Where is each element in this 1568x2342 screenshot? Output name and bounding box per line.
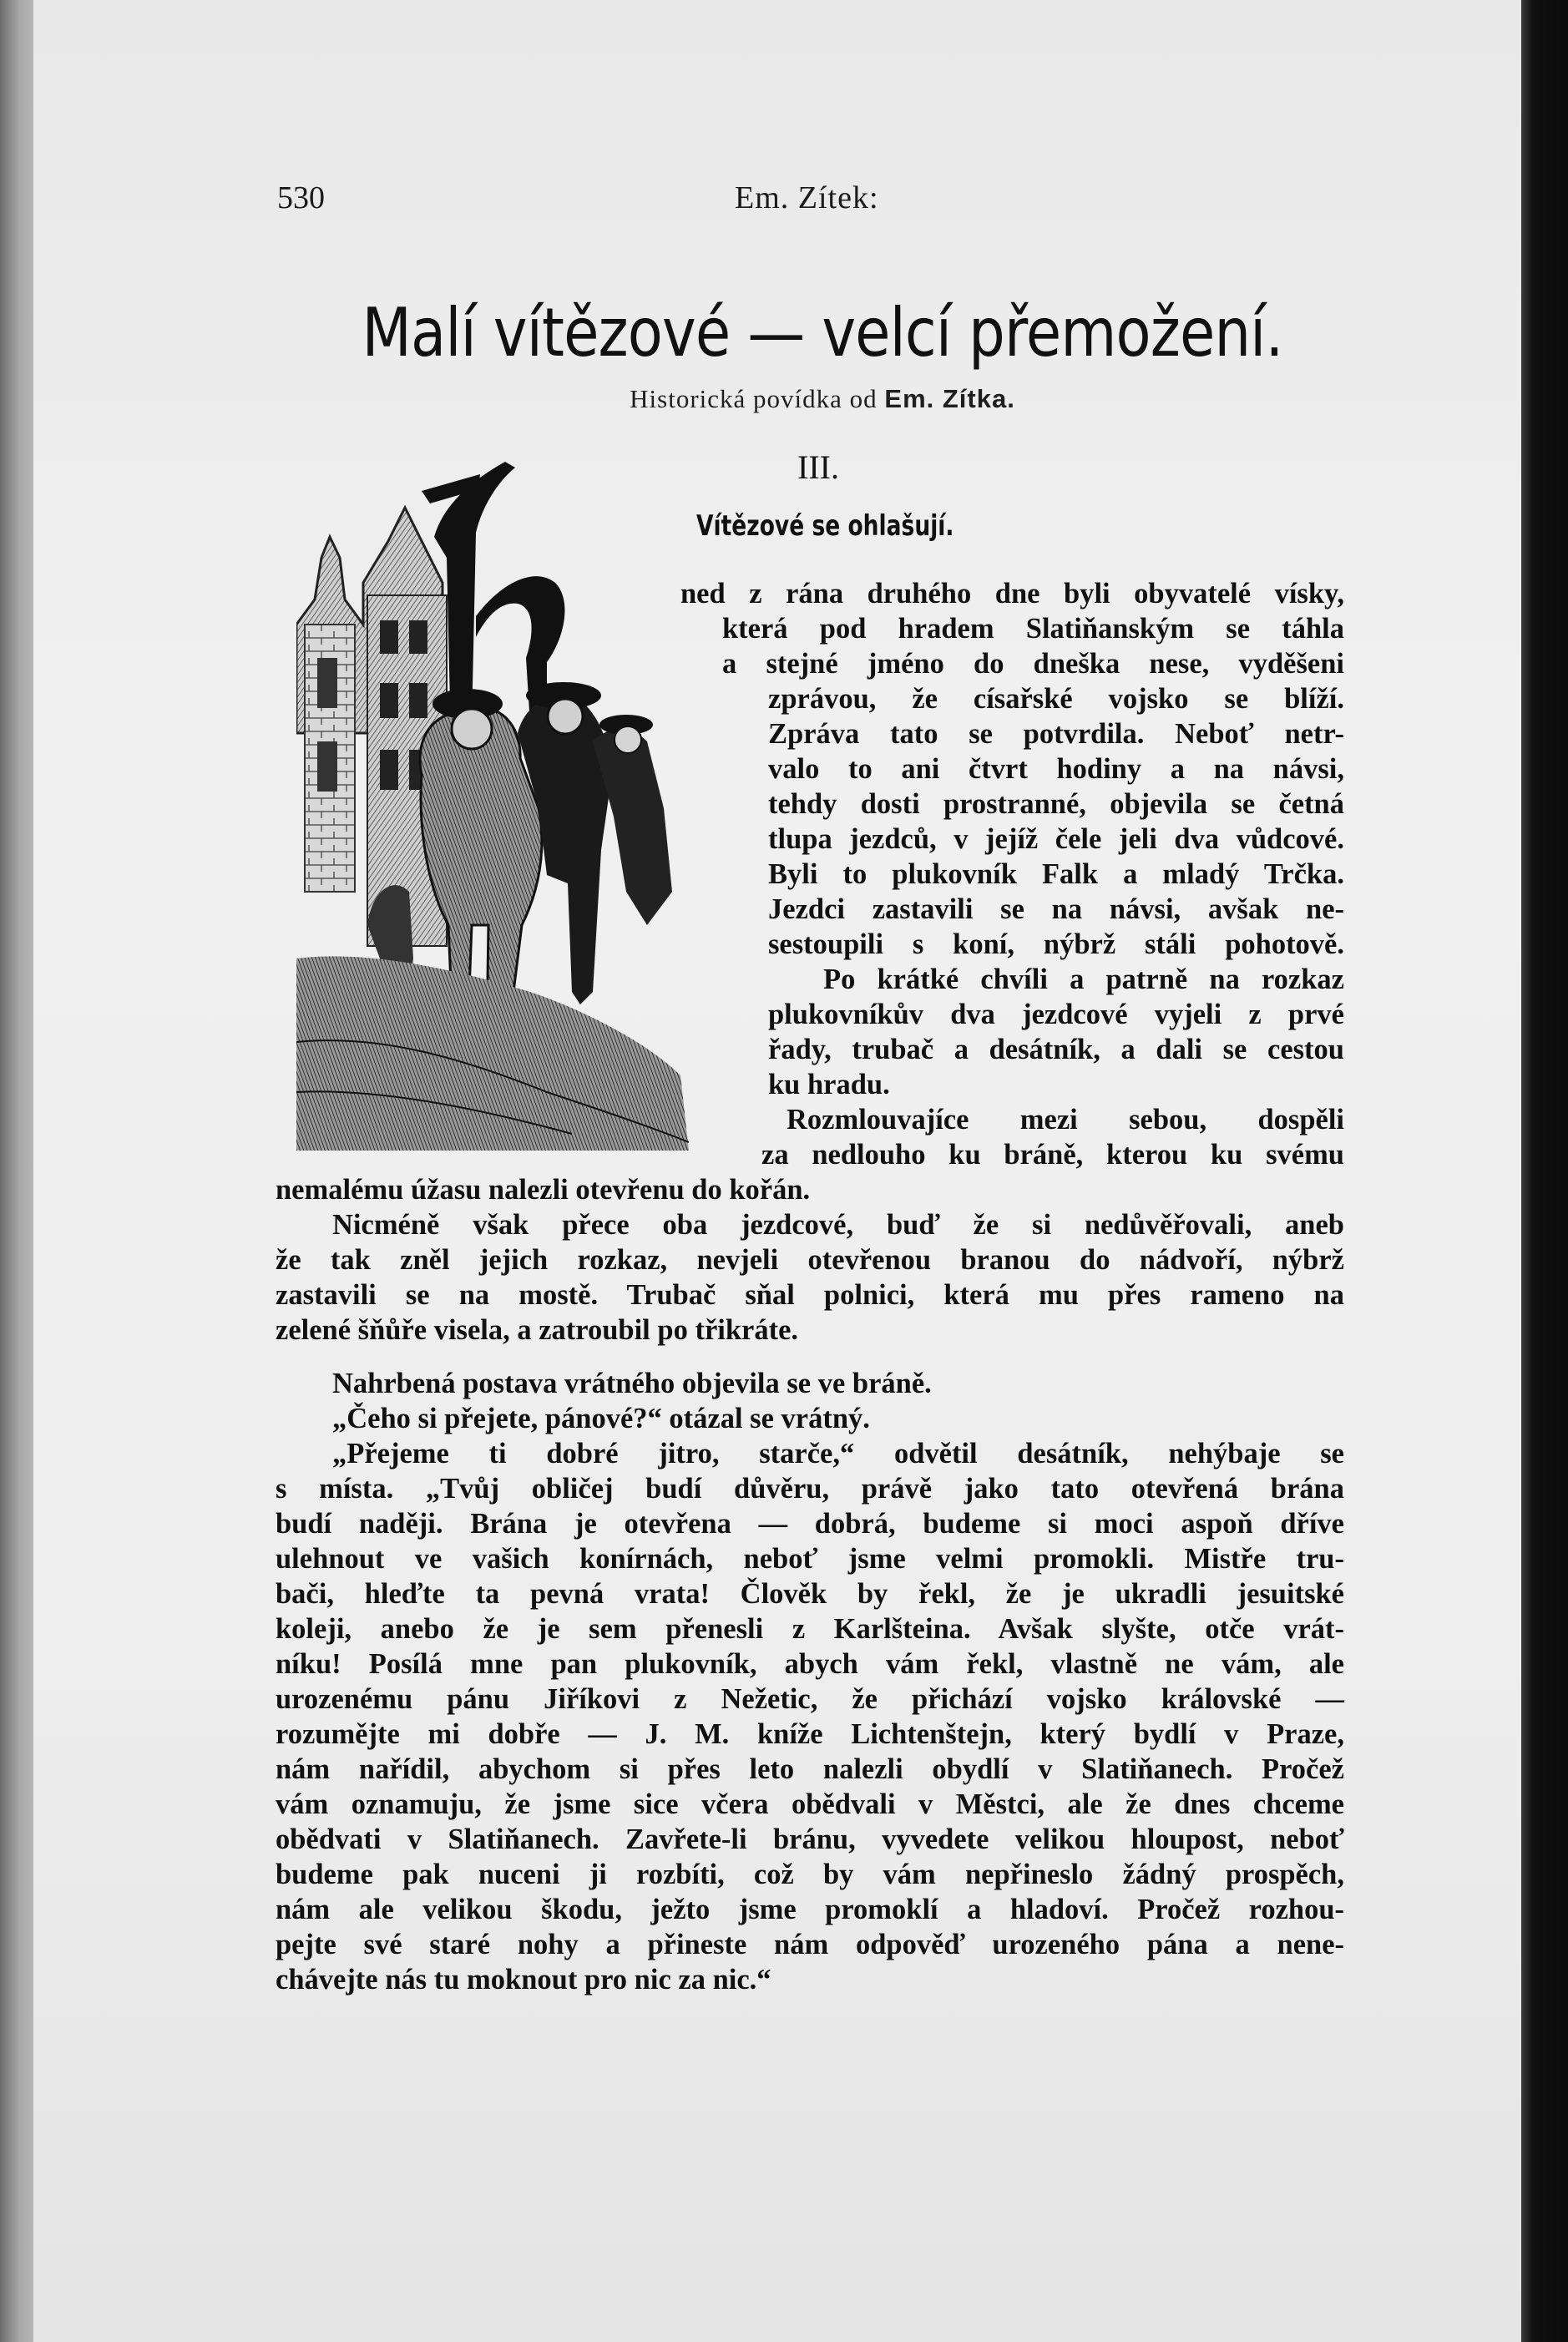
- text-line: Nahrbená postava vrátného objevila se ve bráně.: [332, 1368, 932, 1399]
- text-line: „Přejeme ti dobré jitro, starče,“ odvětil desátník, nehýbaje se: [332, 1438, 1344, 1469]
- text-line: valo to ani čtvrt hodiny a na návsi,: [768, 753, 1344, 785]
- text-line: obědvati v Slatiňanech. Zavřete-li bránu, vyvedete velikou hloupost, neboť: [276, 1824, 1344, 1855]
- text-line: bači, hleďte ta pevná vrata! Člověk by řekl, že je ukradli jesuitské: [276, 1578, 1344, 1610]
- text-line: koleji, anebo že je sem přenesli z Karlšteina. Avšak slyšte, otče vrát-: [276, 1613, 1344, 1645]
- text-line: Zpráva tato se potvrdila. Neboť netr-: [768, 718, 1344, 750]
- text-line: ku hradu.: [768, 1069, 890, 1100]
- text-line: Nicméně však přece oba jezdcové, buď že si nedůvěřovali, aneb: [332, 1209, 1344, 1241]
- text-line: urozenému pánu Jiříkovi z Nežetic, že přichází vojsko královské —: [276, 1683, 1344, 1715]
- page-header: [277, 180, 1363, 230]
- text-line: Jezdci zastavili se na návsi, avšak ne-: [768, 893, 1344, 925]
- text-line: zastavili se na mostě. Trubač sňal polnici, která mu přes rameno na: [276, 1279, 1344, 1311]
- text-line: ulehnout ve vašich konírnách, neboť jsme velmi promokli. Mistře tru-: [276, 1543, 1344, 1575]
- text-line: zelené šňůře visela, a zatroubil po třikráte.: [276, 1314, 799, 1346]
- text-line: nemalému úžasu nalezli otevřenu do kořán.: [276, 1174, 811, 1206]
- text-line: vám oznamuju, že jsme sice včera obědvali v Městci, ale že dnes chceme: [276, 1788, 1344, 1820]
- text-line: a stejné jméno do dneška nese, vyděšeni: [722, 648, 1344, 680]
- text-line: zprávou, že císařské vojsko se blíží.: [768, 683, 1344, 715]
- text-line: ned z rána druhého dne byli obyvatelé vísky,: [680, 578, 1344, 610]
- chapter-subtitle: Vítězové se ohlašují.: [696, 509, 954, 543]
- text-line: tehdy dosti prostranné, objevila se četná: [768, 788, 1344, 820]
- text-line: budí naději. Brána je otevřena — dobrá, budeme si moci aspoň dříve: [276, 1508, 1344, 1540]
- text-line: nám nařídil, abychom si přes leto nalezli obydlí v Slatiňanech. Pročež: [276, 1753, 1344, 1785]
- author-name: Em. Zítka.: [884, 384, 1015, 413]
- story-title: Malí vítězové — velcí přemožení.: [362, 294, 1283, 372]
- text-line: budeme pak nuceni ji rozbíti, což by vám nepřineslo žádný prospěch,: [276, 1859, 1344, 1890]
- text-line: Rozmlouvajíce mezi sebou, dospěli: [787, 1104, 1344, 1136]
- text-line: chávejte nás tu moknout pro nic za nic.“: [276, 1964, 771, 1996]
- text-line: plukovníkův dva jezdcové vyjeli z prvé: [768, 999, 1344, 1030]
- text-line: která pod hradem Slatiňanským se táhla: [722, 613, 1344, 645]
- page-number: 530: [277, 180, 325, 215]
- subtitle-text: Historická povídka od: [630, 384, 878, 413]
- chapter-number: III.: [797, 448, 839, 486]
- text-line: sestoupili s koní, nýbrž stáli pohotově.: [768, 928, 1344, 960]
- text-line: za nedlouho ku bráně, kterou ku svému: [761, 1139, 1344, 1171]
- text-line: nám ale velikou škodu, ježto jsme promoklí a hladoví. Pročež rozhou-: [276, 1894, 1344, 1925]
- text-line: řady, trubač a desátník, a dali se cestou: [768, 1034, 1344, 1065]
- story-subtitle: [276, 384, 1369, 414]
- text-line: s místa. „Tvůj obličej budí důvěru, právě jako tato otevřená brána: [276, 1473, 1344, 1505]
- text-line: níku! Posílá mne pan plukovník, abych vám řekl, vlastně ne vám, ale: [276, 1648, 1344, 1680]
- text-line: Po krátké chvíli a patrně na rozkaz: [823, 964, 1344, 995]
- book-binding-edge: [1521, 0, 1568, 2342]
- running-head: Em. Zítek:: [735, 180, 879, 215]
- text-line: pejte své staré nohy a přineste nám odpověď urozeného pána a nene-: [276, 1929, 1344, 1960]
- text-line: tlupa jezdců, v jejíž čele jeli dva vůdcové.: [768, 823, 1344, 855]
- text-line: že tak zněl jejich rozkaz, nevjeli otevřenou branou do nádvoří, nýbrž: [276, 1244, 1344, 1276]
- text-line: „Čeho si přejete, pánové?“ otázal se vrátný.: [332, 1403, 870, 1434]
- drop-cap-h-illustration-icon: [296, 458, 689, 1151]
- text-line: rozumějte mi dobře — J. M. kníže Lichtenštejn, který bydlí v Praze,: [276, 1718, 1344, 1750]
- text-line: Byli to plukovník Falk a mladý Trčka.: [768, 858, 1344, 890]
